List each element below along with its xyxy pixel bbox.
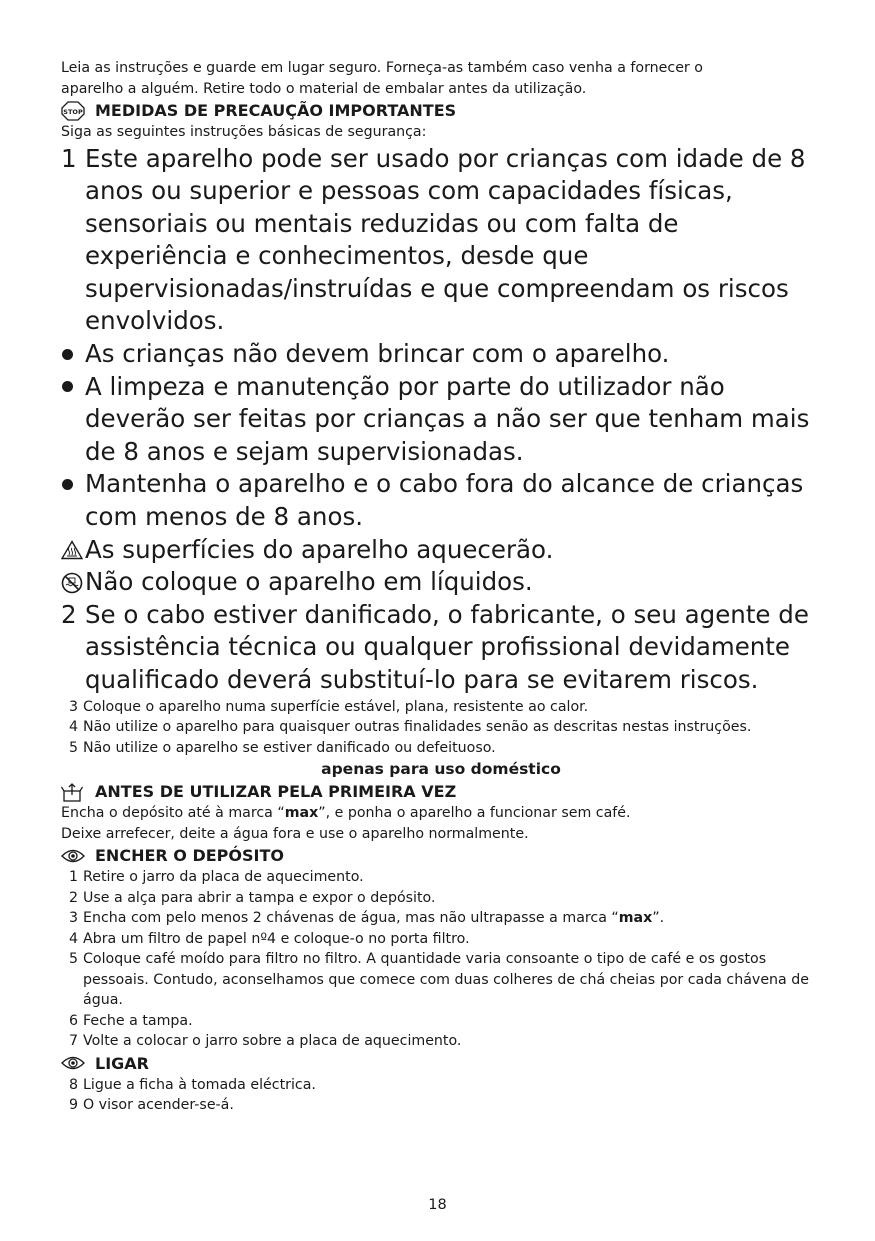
item-text: Coloque café moído para filtro no filtro. A quantidade varia consoante o tipo de café e os gostos pessoais. Contudo, aconselhamos que comece com duas colheres de chá cheias por cada chávena de água. (83, 951, 809, 1009)
eye-icon (61, 848, 87, 864)
item-text: Não utilize o aparelho se estiver danificado ou defeituoso. (83, 739, 496, 756)
bullet-icon (61, 371, 85, 404)
safety-large-list (61, 143, 821, 697)
first-use-line-2: Deixe arrefecer, deite a água fora e use o aparelho normalmente. (61, 825, 529, 842)
hot-surface-text: As superfícies do aparelho aquecerão. (85, 534, 554, 564)
safety-small-list (61, 697, 821, 759)
item-number: 3 (68, 698, 78, 715)
list-item (61, 888, 821, 909)
list-item (61, 867, 821, 888)
bullet-text: Mantenha o aparelho e o cabo fora do alcance de crianças com menos de 8 anos. (85, 469, 804, 532)
bullet-text: A limpeza e manutenção por parte do utilizador não deverão ser feitas por crianças a não ser que tenham mais de 8 anos e sejam supervisionadas. (85, 371, 810, 466)
manual-page (61, 58, 821, 1116)
domestic-use-note: apenas para uso doméstico (321, 760, 561, 779)
item-number: 2 (68, 889, 78, 906)
item-number: 9 (68, 1097, 78, 1114)
no-liquids-warning (61, 566, 821, 599)
safety-heading-text: MEDIDAS DE PRECAUÇÃO IMPORTANTES (95, 101, 457, 120)
safety-subheading: Siga as seguintes instruções básicas de segurança: (61, 124, 427, 140)
bullet-icon (61, 338, 85, 371)
list-item (61, 1011, 821, 1032)
hot-surface-icon (61, 534, 85, 567)
list-item (61, 949, 821, 1011)
item-text: Retire o jarro da placa de aquecimento. (83, 869, 364, 886)
item-number: 4 (68, 719, 78, 736)
item-number: 3 (68, 910, 78, 927)
no-immersion-icon (61, 566, 85, 599)
list-item (61, 599, 821, 697)
no-liquids-text: Não coloque o aparelho em líquidos. (85, 567, 533, 597)
switch-on-heading-text: LIGAR (95, 1053, 149, 1073)
item-number: 8 (68, 1076, 78, 1093)
fill-steps (61, 867, 821, 1052)
item-number: 2 (61, 599, 77, 629)
switch-on-heading (61, 1052, 821, 1075)
bullet-item (61, 371, 821, 469)
item-number: 1 (68, 869, 78, 886)
fill-heading (61, 844, 821, 867)
max-mark: max (284, 805, 319, 822)
list-item (61, 1031, 821, 1052)
hot-surface-warning (61, 534, 821, 567)
list-item (61, 738, 821, 759)
item-text: Coloque o aparelho numa superfície estável, plana, resistente ao calor. (83, 698, 589, 715)
safety-heading (61, 99, 821, 122)
item-text: Ligue a ficha à tomada eléctrica. (83, 1076, 316, 1093)
list-item (61, 908, 821, 929)
item-text: Encha com pelo menos 2 chávenas de água, mas não ultrapasse a marca “max”. (83, 910, 665, 927)
item-text: Feche a tampa. (83, 1012, 193, 1029)
item-number: 5 (68, 739, 78, 756)
intro-line-1: Leia as instruções e guarde em lugar seguro. Forneça-as também caso venha a fornecer o (61, 60, 703, 76)
bullet-icon (61, 468, 85, 501)
item-number: 5 (68, 951, 78, 968)
stop-icon (61, 101, 87, 121)
item-text: Volte a colocar o jarro sobre a placa de aquecimento. (83, 1033, 462, 1050)
max-mark: max (618, 910, 653, 927)
fill-heading-text: ENCHER O DEPÓSITO (95, 846, 284, 866)
eye-icon (61, 1055, 87, 1071)
item-text: Não utilize o aparelho para quaisquer outras finalidades senão as descritas nestas instruções. (83, 719, 752, 736)
switch-on-steps (61, 1075, 821, 1116)
first-use-heading (61, 780, 821, 803)
bullet-item (61, 468, 821, 533)
first-use-line-1: Encha o depósito até à marca “max”, e ponha o aparelho a funcionar sem café. (61, 805, 631, 822)
page-number: 18 (428, 1197, 447, 1213)
item-number: 6 (68, 1012, 78, 1029)
list-item (61, 697, 821, 718)
stop-icon-text: STOP (63, 107, 83, 116)
item-number: 4 (68, 930, 78, 947)
first-use-heading-text: ANTES DE UTILIZAR PELA PRIMEIRA VEZ (95, 782, 457, 802)
list-item (61, 1095, 821, 1116)
unpack-box-icon (61, 782, 87, 802)
item-number: 7 (68, 1033, 78, 1050)
list-item (61, 717, 821, 738)
intro-line-2: aparelho a alguém. Retire todo o material de embalar antes da utilização. (61, 80, 587, 97)
list-item (61, 1075, 821, 1096)
bullet-text: As crianças não devem brincar com o aparelho. (85, 339, 670, 369)
item-text: O visor acender-se-á. (83, 1097, 234, 1114)
bullet-item (61, 338, 821, 371)
list-item (61, 143, 821, 339)
list-item (61, 929, 821, 950)
item-text: Este aparelho pode ser usado por crianças com idade de 8 anos ou superior e pessoas com capacidades físicas, sensoriais ou mentais reduzidas ou com falta de experiência e conhecimentos, desde que supervisionadas/instruídas e que compreendam os riscos envolvidos. (85, 143, 806, 336)
item-text: Use a alça para abrir a tampa e expor o depósito. (83, 889, 436, 906)
item-text: Se o cabo estiver danificado, o fabricante, o seu agente de assistência técnica ou qualquer profissional devidamente qualificado deverá substituí-lo para se evitarem riscos. (85, 599, 809, 694)
item-text: Abra um filtro de papel nº4 e coloque-o no porta filtro. (83, 930, 470, 947)
item-number: 1 (61, 143, 77, 173)
